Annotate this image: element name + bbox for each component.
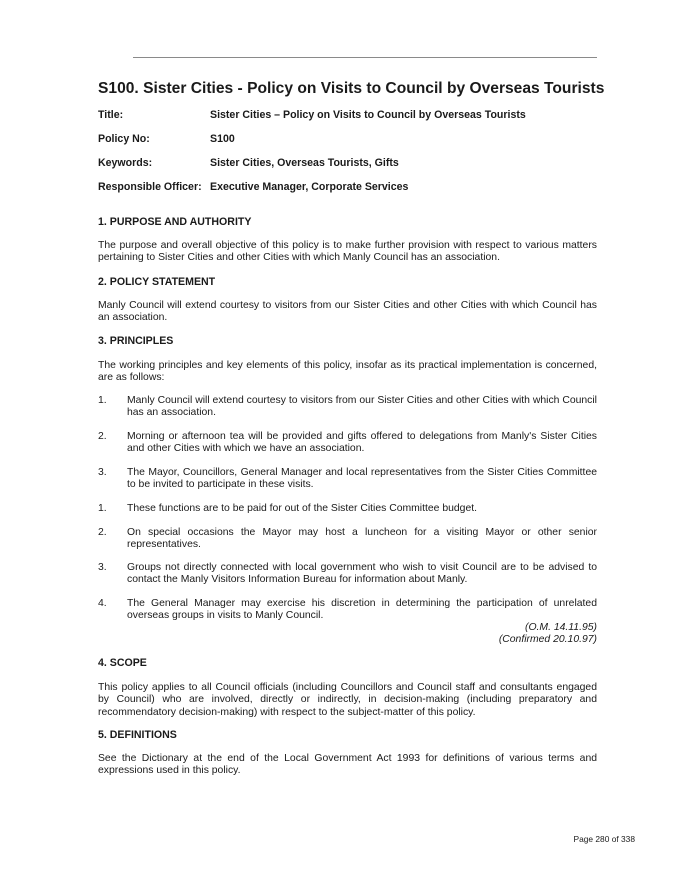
meta-label: Responsible Officer: [98, 181, 202, 193]
item-number: 2. [98, 527, 107, 538]
item-number: 1. [98, 395, 107, 406]
section-title-principles: 3. PRINCIPLES [98, 335, 174, 347]
item-number: 1. [98, 503, 107, 514]
header-rule [133, 57, 597, 58]
section-title-purpose: 1. PURPOSE AND AUTHORITY [98, 216, 252, 228]
meta-label: Policy No: [98, 133, 150, 145]
item-number: 3. [98, 467, 107, 478]
item-text: Morning or afternoon tea will be provided and gifts offered to delegations from Manly's Sister Cities and other Cities with which we have an association. [127, 431, 597, 455]
item-number: 4. [98, 598, 107, 609]
item-text: These functions are to be paid for out of the Sister Cities Committee budget. [127, 503, 478, 514]
item-text: On special occasions the Mayor may host a luncheon for a visiting Mayor or other senior representatives. [127, 527, 597, 551]
section-title-definitions: 5. DEFINITIONS [98, 729, 177, 741]
item-text: The General Manager may exercise his discretion in determining the participation of unrelated overseas groups in visits to Manly Council. [127, 598, 597, 622]
minute-reference: (O.M. 14.11.95) [525, 622, 597, 633]
meta-label: Title: [98, 109, 124, 121]
page-number: Page 280 of 338 [573, 834, 635, 844]
item-number: 2. [98, 431, 107, 442]
meta-value: Executive Manager, Corporate Services [210, 181, 409, 193]
principles-intro: The working principles and key elements of this policy, insofar as its practical implementation is concerned, are as follows: [98, 360, 597, 384]
item-text: Manly Council will extend courtesy to visitors from our Sister Cities and other Cities with which Council has an association. [127, 395, 597, 419]
item-number: 3. [98, 562, 107, 573]
policy-heading: S100. Sister Cities - Policy on Visits to Council by Overseas Tourists [98, 80, 605, 97]
section-title-scope: 4. SCOPE [98, 657, 147, 669]
section-text-scope: This policy applies to all Council officials (including Councillors and Council staff and consultants engaged by Council) who are involved, directly or indirectly, in decision-making (including preparatory and recommendatory decision-making) with respect to the subject-matter of this policy. [98, 682, 597, 718]
meta-value: Sister Cities, Overseas Tourists, Gifts [210, 157, 399, 169]
confirmation-reference: (Confirmed 20.10.97) [498, 634, 597, 645]
section-text-definitions: See the Dictionary at the end of the Local Government Act 1993 for definitions of various terms and expressions used in this policy. [98, 753, 597, 777]
section-title-statement: 2. POLICY STATEMENT [98, 276, 216, 288]
meta-value: Sister Cities – Policy on Visits to Council by Overseas Tourists [210, 109, 526, 121]
item-text: The Mayor, Councillors, General Manager and local representatives from the Sister Cities Committee to be invited to participate in these visits. [127, 467, 597, 491]
meta-label: Keywords: [98, 157, 153, 169]
item-text: Groups not directly connected with local government who wish to visit Council are to be advised to contact the Manly Visitors Information Bureau for information about Manly. [127, 562, 597, 586]
meta-value: S100 [210, 133, 235, 145]
section-text-purpose: The purpose and overall objective of this policy is to make further provision with respect to various matters pertaining to Sister Cities and other Cities with which Manly Council has an association. [98, 240, 597, 264]
section-text-statement: Manly Council will extend courtesy to visitors from our Sister Cities and other Cities with which Council has an association. [98, 300, 597, 324]
